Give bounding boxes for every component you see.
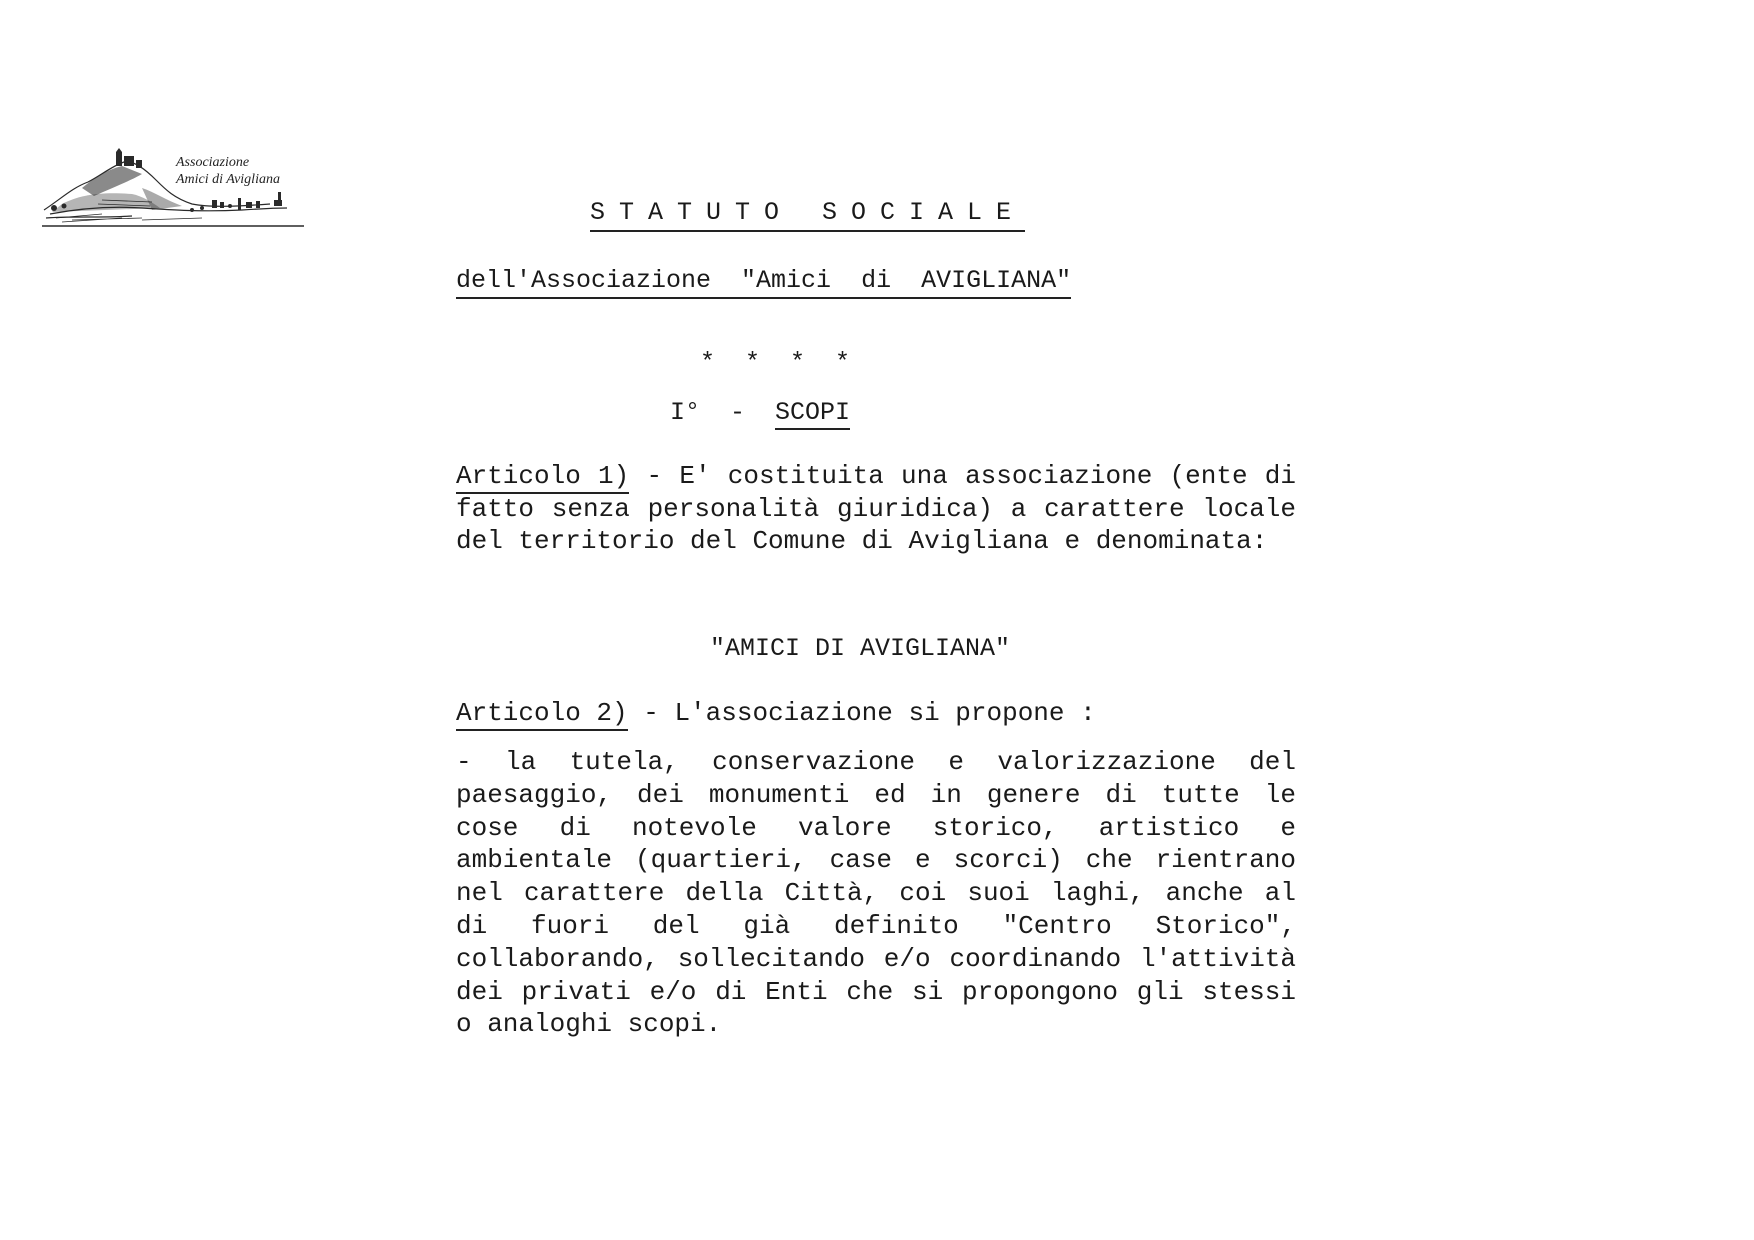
section-number: I° -	[670, 398, 746, 427]
separator-asterisks: * * * *	[700, 348, 851, 377]
section-heading	[670, 398, 850, 427]
article-2	[456, 697, 1296, 730]
article-1-text: - E' costituita una associazione (ente di fatto senza personalità giuridica) a carattere locale del territorio del Comune di Avigliana e denominata:	[456, 461, 1296, 556]
article-1-label: Articolo 1)	[456, 461, 629, 494]
logo-text	[176, 154, 280, 188]
section-title: SCOPI	[775, 398, 850, 430]
logo-line-1: Associazione	[176, 155, 250, 170]
article-2-text: - L'associazione si propone :	[627, 698, 1096, 728]
article-2-body: - la tutela, conservazione e valorizzazione del paesaggio, dei monumenti ed in genere di tutte le cose di notevole valore storico, artistico e ambientale (quartieri, case e scorci) che rientrano nel carattere della Città, coi suoi laghi, anche al di fuori del già definito "Centro Storico", collaborando, sollecitando e/o coordinando l'attività dei privati e/o di Enti che si propongono gli stessi o analoghi scopi.	[456, 747, 1296, 1040]
association-name: "AMICI DI AVIGLIANA"	[710, 634, 1011, 663]
article-2-label: Articolo 2)	[456, 698, 628, 731]
association-logo	[42, 148, 304, 234]
document-subtitle: dell'Associazione "Amici di AVIGLIANA"	[456, 266, 1071, 299]
logo-line-2: Amici di Avigliana	[176, 172, 280, 187]
document-title: STATUTO SOCIALE	[590, 198, 1025, 232]
article-1	[456, 460, 1296, 558]
